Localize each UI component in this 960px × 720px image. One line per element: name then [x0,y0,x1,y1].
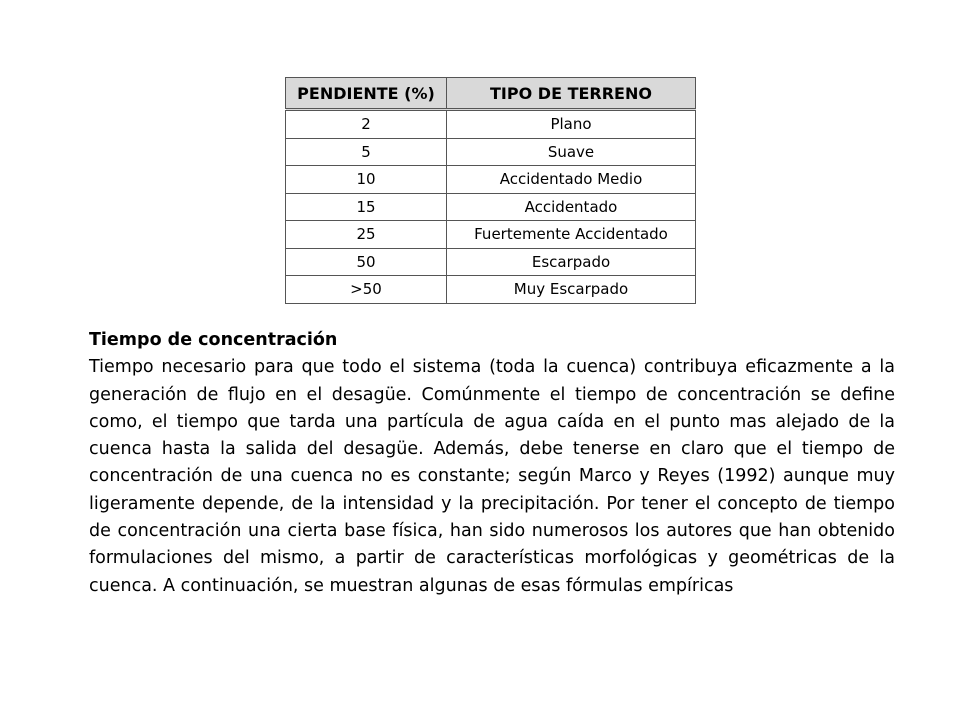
section-body: Tiempo necesario para que todo el sistema (toda la cuenca) contribuya eficazmente a la generación de flujo en el desagüe. Comúnmente el tiempo de concentración se define como, el tiempo que tarda una partícula de agua caída en el punto mas alejado de la cuenca hasta la salida del desagüe. Además, debe tenerse en claro que el tiempo de concentración de una cuenca no es constante; según Marco y Reyes (1992) aunque muy ligeramente depende, de la intensidad y la precipitación. Por tener el concepto de tiempo de concentración una cierta base física, han sido numerosos los autores que han obtenido formulaciones del mismo, a partir de características morfológicas y geométricas de la cuenca. A continuación, se muestran algunas de esas fórmulas empíricas [89,357,895,596]
slope-cell: 10 [286,166,447,194]
table-row [286,276,696,304]
table-row [286,138,696,166]
slope-cell: 25 [286,221,447,249]
header-terrain-type: TIPO DE TERRENO [447,78,696,110]
concentration-time-section [89,327,895,600]
terrain-cell: Escarpado [447,248,696,276]
slope-cell: 15 [286,193,447,221]
terrain-cell: Muy Escarpado [447,276,696,304]
terrain-cell: Plano [447,110,696,139]
terrain-cell: Suave [447,138,696,166]
table-row [286,166,696,194]
terrain-cell: Accidentado [447,193,696,221]
table-header-row [286,78,696,110]
slope-terrain-table [285,77,696,304]
terrain-cell: Fuertemente Accidentado [447,221,696,249]
table-row [286,193,696,221]
header-slope: PENDIENTE (%) [286,78,447,110]
section-title: Tiempo de concentración [89,330,338,350]
slope-cell: >50 [286,276,447,304]
slope-cell: 2 [286,110,447,139]
slope-cell: 50 [286,248,447,276]
table-row [286,221,696,249]
terrain-cell: Accidentado Medio [447,166,696,194]
table-row [286,248,696,276]
slope-cell: 5 [286,138,447,166]
table-row [286,110,696,139]
